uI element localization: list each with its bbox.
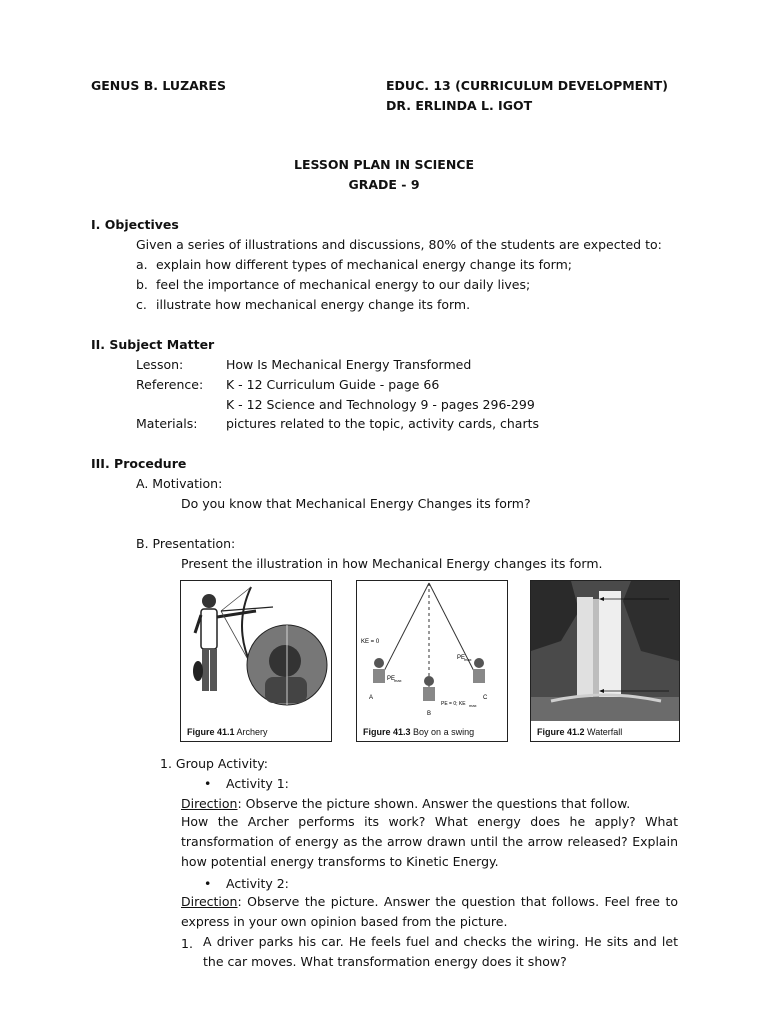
pe-max-c-sub: max xyxy=(464,657,472,662)
procedure-heading: III. Procedure xyxy=(91,456,187,471)
objective-text-c: illustrate how mechanical energy change its form. xyxy=(156,297,471,312)
materials-label: Materials: xyxy=(136,416,198,431)
figure-waterfall xyxy=(530,580,680,742)
reference-label: Reference: xyxy=(136,377,204,392)
activity-2-item-text: A driver parks his car. He feels fuel and checks the wiring. He sits and let the car moves. What transformation energy does it show? xyxy=(203,934,678,969)
course-name: EDUC. 13 (CURRICULUM DEVELOPMENT) xyxy=(386,78,668,93)
bullet-activity-2: • xyxy=(204,876,212,891)
activity-1-questions: How the Archer performs its work? What energy does he apply? What transformation of energy as the arrow drawn until the arrow released? Explain how potential energy transforms to Kinetic Energy. xyxy=(181,814,678,869)
figure-waterfall-caption: Figure 41.2 Waterfall xyxy=(537,727,623,737)
objective-marker-c: c. xyxy=(136,297,147,312)
pe-max-a-sub: max xyxy=(394,678,402,683)
point-a-label: A xyxy=(369,695,374,701)
figure-archery-caption: Figure 41.1 Archery xyxy=(187,727,268,737)
archer-illustration xyxy=(181,581,331,721)
motivation-label: A. Motivation: xyxy=(136,476,223,491)
reference-value-1: K - 12 Curriculum Guide - page 66 xyxy=(226,377,440,392)
figure-archery xyxy=(180,580,332,742)
instructor-name: DR. ERLINDA L. IGOT xyxy=(386,98,533,113)
bullet-activity-1: • xyxy=(204,776,212,791)
figure-swing xyxy=(356,580,508,742)
swing-illustration xyxy=(357,581,507,721)
figure-swing-caption: Figure 41.3 Boy on a swing xyxy=(363,727,475,737)
pe-ke-bottom-label: PE = 0; KE xyxy=(441,701,466,707)
ke-zero-label: KE = 0 xyxy=(361,639,380,645)
group-activity-label: 1. Group Activity: xyxy=(160,756,268,771)
objective-marker-a: a. xyxy=(136,257,148,272)
point-b-label: B xyxy=(427,711,432,717)
presentation-text: Present the illustration in how Mechanical Energy changes its form. xyxy=(181,556,603,571)
objectives-intro: Given a series of illustrations and discussions, 80% of the students are expected to: xyxy=(136,237,662,252)
activity-1-direction: Direction: Observe the picture shown. Answer the questions that follow. xyxy=(181,796,631,811)
activity-2-label: Activity 2: xyxy=(226,876,289,891)
waterfall-illustration xyxy=(531,581,679,721)
activity-1-label: Activity 1: xyxy=(226,776,289,791)
lesson-value: How Is Mechanical Energy Transformed xyxy=(226,357,472,372)
ke-max-sub: max xyxy=(469,703,477,708)
subject-matter-heading: II. Subject Matter xyxy=(91,337,215,352)
grade-title: GRADE - 9 xyxy=(348,177,420,192)
motivation-text: Do you know that Mechanical Energy Changes its form? xyxy=(181,496,531,511)
pe-max-a-label: PE xyxy=(387,676,396,682)
lesson-label: Lesson: xyxy=(136,357,184,372)
presentation-label: B. Presentation: xyxy=(136,536,236,551)
reference-value-2: K - 12 Science and Technology 9 - pages 296-299 xyxy=(226,397,535,412)
objectives-heading: I. Objectives xyxy=(91,217,179,232)
activity-2-direction: Direction: Observe the picture. Answer the question that follows. Feel free to express in your own opinion based from the picture. xyxy=(181,894,678,929)
pe-max-c-label: PE xyxy=(457,655,466,661)
activity-2-item-marker: 1. xyxy=(181,936,193,951)
point-c-label: C xyxy=(483,695,488,701)
objective-text-a: explain how different types of mechanical energy change its form; xyxy=(156,257,572,272)
author-name: GENUS B. LUZARES xyxy=(91,78,226,93)
objective-marker-b: b. xyxy=(136,277,148,292)
materials-value: pictures related to the topic, activity cards, charts xyxy=(226,416,540,431)
lesson-plan-title: LESSON PLAN IN SCIENCE xyxy=(293,157,474,172)
objective-text-b: feel the importance of mechanical energy to our daily lives; xyxy=(156,277,531,292)
